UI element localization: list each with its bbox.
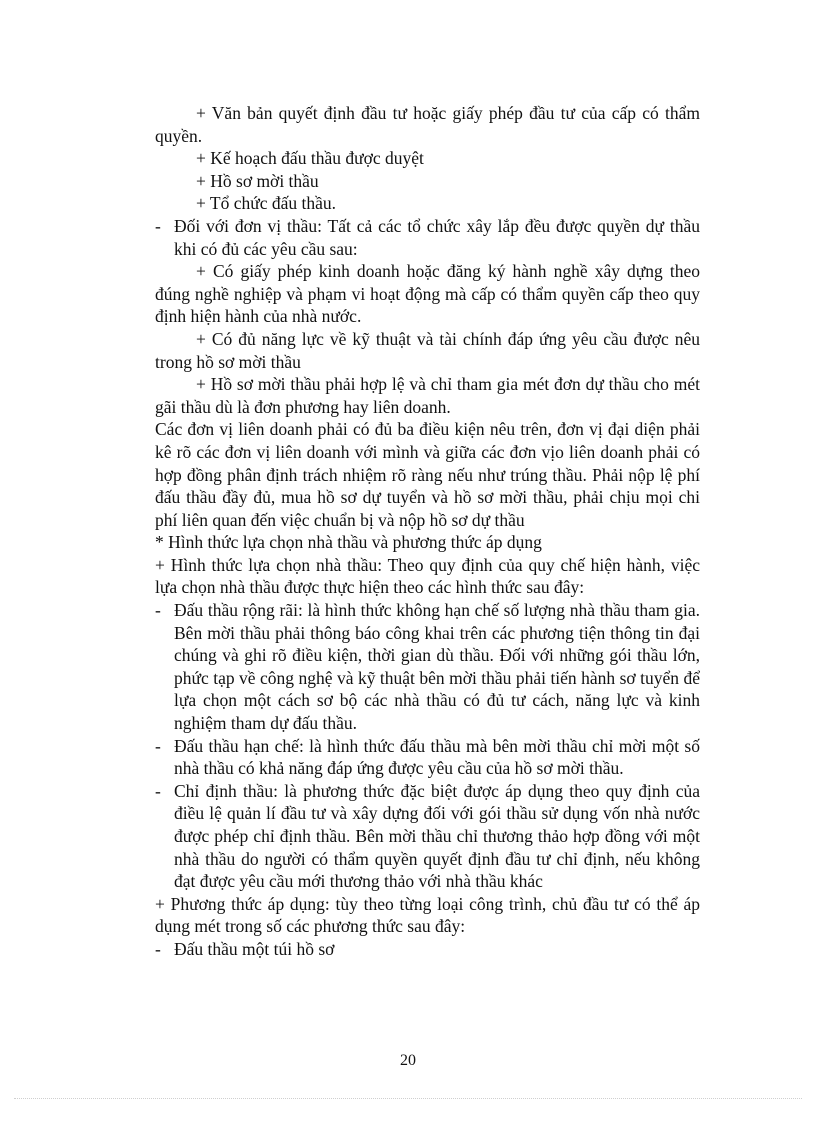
dash-bullet: - [155,780,161,801]
paragraph: + Hồ sơ mời thầu phải hợp lệ và chỉ tham gia mét đơn dự thầu cho mét gãi thầu dù là đơn phương hay liên doanh. [155,374,700,417]
body-text [155,102,700,961]
dash-list-item [155,938,700,961]
dash-list-item [155,215,700,260]
dash-list-item [155,599,700,735]
paragraph: + Hình thức lựa chọn nhà thầu: Theo quy định của quy chế hiện hành, việc lựa chọn nhà thầu được thực hiện theo các hình thức sau đây: [155,554,700,598]
paragraph: Các đơn vị liên doanh phải có đủ ba điều kiện nêu trên, đơn vị đại diện phải kê rõ các đơn vị liên doanh với mình và giữa các đơn vịo liên doanh phải có hợp đồng phân định trách nhiệm rõ ràng nếu như trúng thầu. Phải nộp lệ phí đấu thầu đầy đủ, mua hồ sơ dự tuyển và hồ sơ mời thầu, phải chịu mọi chi phí liên quan đến việc chuẩn bị và nộp hồ sơ dự thầu [155,419,700,530]
list-item-text: Đấu thầu hạn chế: là hình thức đấu thầu mà bên mời thầu chỉ mời một số nhà thầu có khả năng đáp ứng được yêu cầu của hồ sơ mời thầu. [174,735,700,779]
page-number: 20 [400,1052,416,1069]
paragraph: + Kế hoạch đấu thầu được duyệt [196,148,424,169]
paragraph: + Có đủ năng lực về kỹ thuật và tài chính đáp ứng yêu cầu được nêu trong hồ sơ mời thầu [155,328,700,372]
dash-list-item [155,780,700,893]
list-item-text: Đối với đơn vị thầu: Tất cả các tổ chức xây lắp đều được quyền dự thầu khi có đủ các yêu cầu sau: [174,215,700,259]
list-item-text: Chỉ định thầu: là phương thức đặc biệt được áp dụng theo quy định của điều lệ quản lí đầu tư và xây dựng đối với gói thầu sử dụng vốn nhà nước được phép chỉ định thầu. Bên mời thầu chỉ thương thảo hợp đồng với một nhà thầu do người có thẩm quyền quyết định đầu tư chỉ định, nếu không đạt được yêu cầu mới thương thảo với nhà thầu khác [174,780,700,892]
paragraph: + Tổ chức đấu thầu. [196,193,337,214]
paragraph: + Phương thức áp dụng: tùy theo từng loại công trình, chủ đầu tư có thể áp dụng mét trong số các phương thức sau đây: [155,893,700,937]
dash-bullet: - [155,938,161,959]
list-item-text: Đấu thầu rộng rãi: là hình thức không hạn chế số lượng nhà thầu tham gia. Bên mời thầu phải thông báo công khai trên các phương tiện thông tin đại chúng và ghi rõ điều kiện, thời gian dù thầu. Đối với những gói thầu lớn, phức tạp về công nghệ và kỹ thuật bên mời thầu phải tiến hành sơ tuyển để lựa chọn một cách sơ bộ các nhà thầu có đủ tư cách, năng lực và kinh nghiệm tham dự đấu thầu. [174,600,700,734]
paragraph: + Hồ sơ mời thầu [196,170,319,191]
page-bottom-divider [14,1098,802,1099]
dash-bullet: - [155,215,161,236]
section-heading: * Hình thức lựa chọn nhà thầu và phương thức áp dụng [155,532,542,553]
dash-bullet: - [155,735,161,756]
dash-list-item [155,735,700,780]
paragraph: + Có giấy phép kinh doanh hoặc đăng ký hành nghề xây dựng theo đúng nghề nghiệp và phạm vi hoạt động mà cấp có thẩm quyền cấp theo quy định hiện hành của nhà nước. [155,261,700,327]
paragraph: + Văn bản quyết định đầu tư hoặc giấy phép đầu tư của cấp có thẩm quyền. [155,103,700,146]
dash-bullet: - [155,600,161,621]
list-item-text: Đấu thầu một túi hồ sơ [174,938,335,959]
